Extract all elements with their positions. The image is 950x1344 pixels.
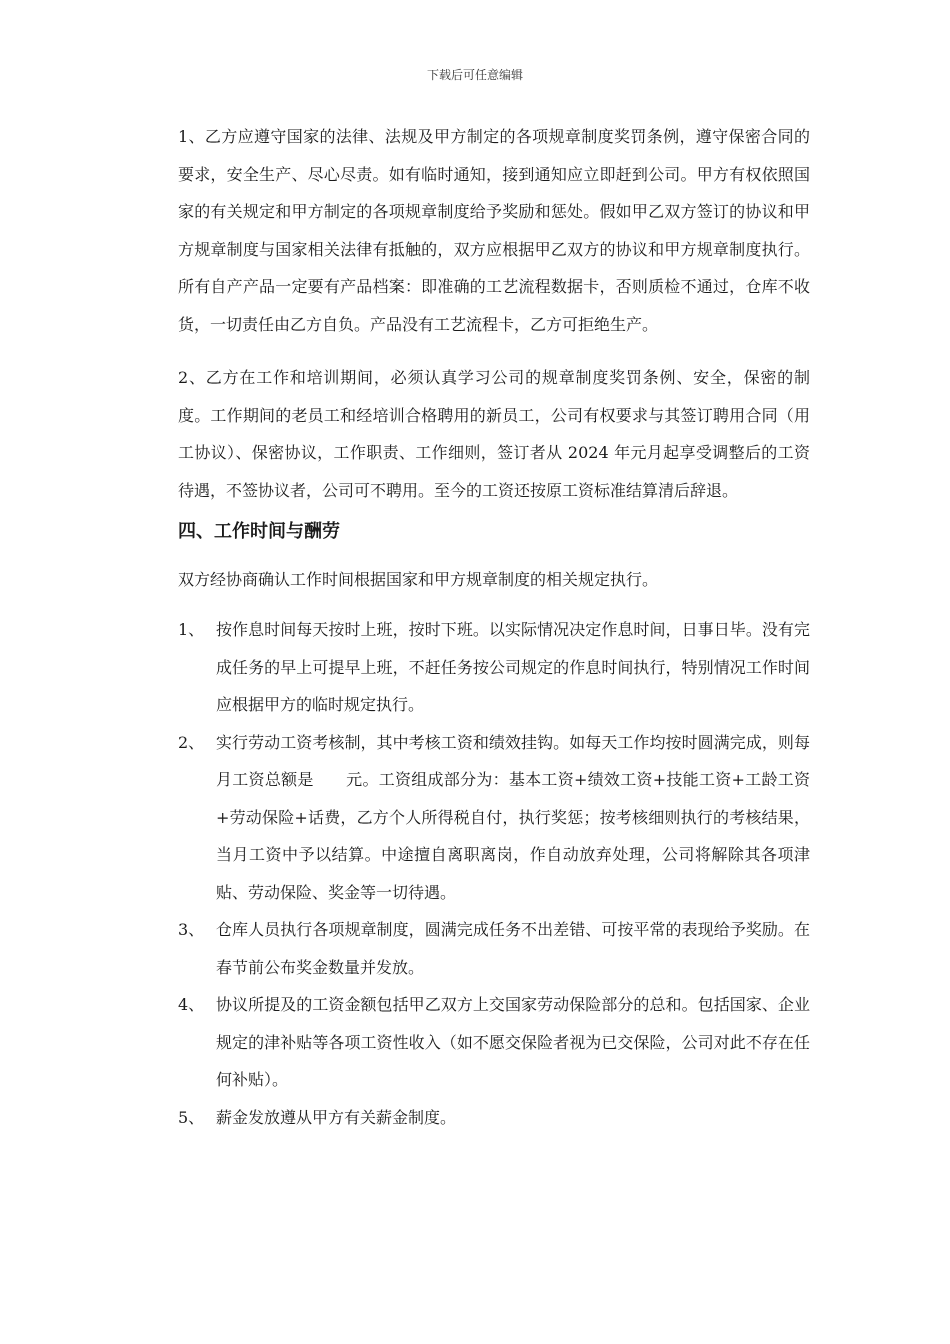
list-item xyxy=(178,986,810,1099)
list-number: 3、 xyxy=(178,920,205,939)
list-number: 4、 xyxy=(178,995,205,1014)
clause-paragraph-2: 2、乙方在工作和培训期间，必须认真学习公司的规章制度奖罚条例、安全，保密的制度。工作期间的老员工和经培训合格聘用的新员工，公司有权要求与其签订聘用合同（用工协议）、保密协议，工作职责、工作细则，签订者从 2024 年元月起享受调整后的工资待遇，不签协议者，公司可不聘用。至今的工资还按原工资标准结算清后辞退。 xyxy=(178,368,810,500)
section-heading: 四、工作时间与酬劳 xyxy=(178,521,340,542)
list-item xyxy=(178,911,810,986)
document-body xyxy=(178,118,810,1136)
section-intro: 双方经协商确认工作时间根据国家和甲方规章制度的相关规定执行。 xyxy=(178,570,659,589)
list-item xyxy=(178,724,810,912)
list-item-text: 实行劳动工资考核制，其中考核工资和绩效挂钩。如每天工作均按时圆满完成，则每月工资总额是 元。工资组成部分为：基本工资+绩效工资+技能工资+工龄工资+劳动保险+话费，乙方个人所得税自付，执行奖惩；按考核细则执行的考核结果，当月工资中予以结算。中途擅自离职离岗，作自动放弃处理，公司将解除其各项津贴、劳动保险、奖金等一切待遇。 xyxy=(216,732,810,902)
list-item-text: 协议所提及的工资金额包括甲乙双方上交国家劳动保险部分的总和。包括国家、企业规定的津补贴等各项工资性收入（如不愿交保险者视为已交保险，公司对此不存在任何补贴）。 xyxy=(216,995,810,1089)
list-item-text: 薪金发放遵从甲方有关薪金制度。 xyxy=(216,1107,457,1127)
numbered-list xyxy=(178,611,810,1136)
list-item-text: 仓库人员执行各项规章制度，圆满完成任务不出差错、可按平常的表现给予奖励。在春节前公布奖金数量并发放。 xyxy=(216,920,810,977)
paragraph-spacer xyxy=(178,343,810,359)
list-item-text: 按作息时间每天按时上班，按时下班。以实际情况决定作息时间，日事日毕。没有完成任务的早上可提早上班，不赶任务按公司规定的作息时间执行，特别情况工作时间应根据甲方的临时规定执行。 xyxy=(216,620,810,714)
list-item xyxy=(178,1099,810,1137)
page-header: 下载后可任意编辑 xyxy=(426,68,523,82)
list-number: 2、 xyxy=(178,732,205,752)
list-number: 5、 xyxy=(178,1107,205,1127)
clause-paragraph-1: 1、乙方应遵守国家的法律、法规及甲方制定的各项规章制度奖罚条例，遵守保密合同的要求，安全生产、尽心尽责。如有临时通知，接到通知应立即赶到公司。甲方有权依照国家的有关规定和甲方制定的各项规章制度给予奖励和惩处。假如甲乙双方签订的协议和甲方规章制度与国家相关法律有抵触的，双方应根据甲乙双方的协议和甲方规章制度执行。所有自产产品一定要有产品档案：即准确的工艺流程数据卡，否则质检不通过，仓库不收货，一切责任由乙方自负。产品没有工艺流程卡，乙方可拒绝生产。 xyxy=(178,127,810,334)
list-number: 1、 xyxy=(178,620,205,639)
list-item xyxy=(178,611,810,724)
